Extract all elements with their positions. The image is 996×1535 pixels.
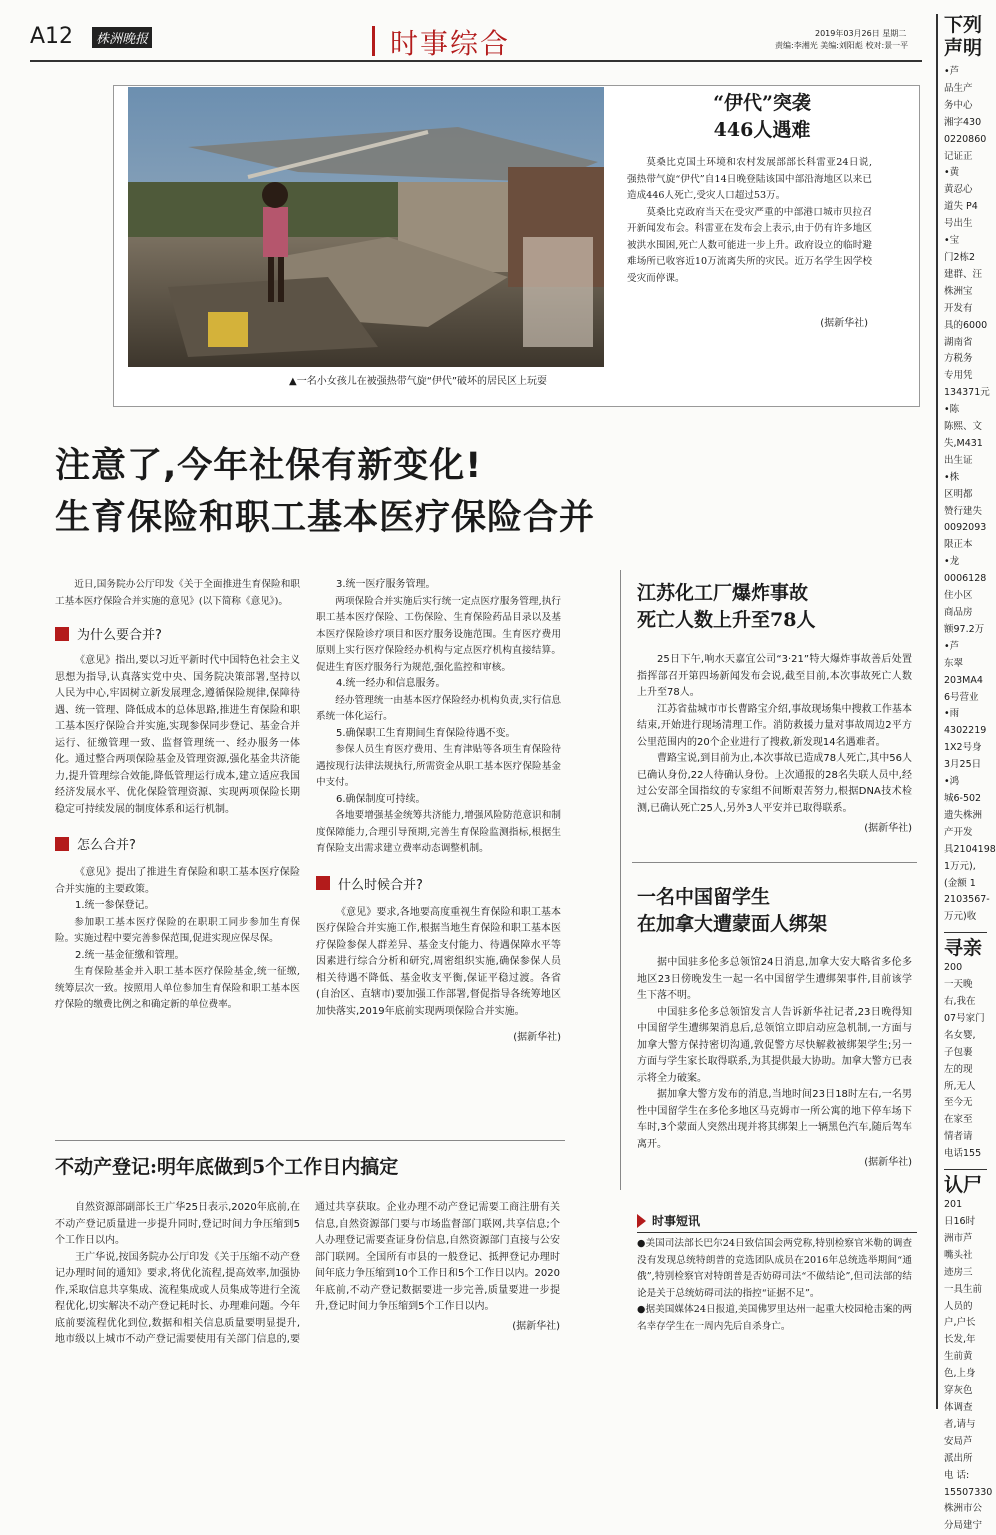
subhead-label: 怎么合并? [77, 838, 136, 853]
notice-line: 株洲宝 [944, 285, 973, 297]
search-relative-heading: 寻亲 [944, 932, 987, 960]
idai-paragraph: 莫桑比克国土环境和农村发展部部长科雷亚24日说,强热带气旋“伊代”自14日晚登陆该国中部沿海地区以来已造成446人死亡,受灾人口超过53万。 [627, 157, 872, 201]
notice-line: 湘字430 [944, 116, 982, 128]
notice-line: 门2栋2 [944, 251, 976, 263]
notice-line: 电 话: [944, 1469, 970, 1481]
notice-heading-line: 声明 [944, 37, 983, 59]
idai-body [627, 155, 872, 287]
headline-line1: 注意了,今年社保有新变化! [55, 446, 483, 486]
brief-item: ●据美国媒体24日报道,美国佛罗里达州一起重大校园枪击案的两名幸存学生在一周内先后自杀身亡。 [637, 1304, 912, 1332]
notice-line: 所,无人 [944, 1080, 976, 1092]
notice-line: 0092093 [944, 522, 987, 534]
notice-line: 湖南省 [944, 336, 973, 348]
notice-line: 长发,年 [944, 1334, 976, 1346]
canada-title-line1: 一名中国留学生 [637, 886, 771, 908]
notice-line: 1X2号身 [944, 742, 982, 754]
notice-line: 遗失株洲 [944, 809, 983, 821]
notice-line: 出生证 [944, 454, 973, 466]
page-number: A12 [30, 24, 74, 49]
issue-date: 2019年03月26日 星期二 [815, 29, 907, 38]
how-intro: 《意见》提出了推进生育保险和职工基本医疗保险合并实施的主要政策。 [55, 867, 300, 895]
column-divider [620, 570, 621, 1190]
brief-item: ●美国司法部长巴尔24日致信国会两党称,特别检察官米勒的调查没有发现总统特朗普的竞选团队成员在2016年总统选举期间“通俄”,特别检察官对特朗普是否妨碍司法“不做结论”,但司法部的结论是关于总统妨碍司法的指控“证据不足”。 [637, 1238, 912, 1299]
jiangsu-paragraph: 曹路宝说,到目前为止,本次事故已造成78人死亡,其中56人已确认身份,22人待确认身份。上次通报的28名失联人员中,经过公安部全国指纹的专家组不间断艰苦努力,根据DNA技术检测,已确认死亡25人,另外3人平安并已取得联系。 [637, 753, 912, 814]
intro-paragraph: 近日,国务院办公厅印发《关于全面推进生育保险和职工基本医疗保险合并实施的意见》(以下简称《意见》)。 [55, 579, 300, 607]
headline-line2: 生育保险和职工基本医疗保险合并 [55, 498, 596, 538]
notice-line: 一天晚 [944, 979, 973, 991]
notice-line: 一具生前 [944, 1283, 983, 1295]
notice-line: •宝 [944, 235, 960, 247]
item-title: 1.统一参保登记。 [75, 900, 155, 911]
notice-line: 洲市芦 [944, 1232, 973, 1244]
social-security-col2 [316, 577, 561, 1043]
notice-line: •黄 [944, 167, 960, 179]
notice-line: 15507330 [944, 1486, 993, 1498]
notice-line: 子包裹 [944, 1046, 973, 1058]
property-paragraph: 自然资源部副部长王广华25日表示,2020年底前,在不动产登记质量进一步提升同时,登记时间力争压缩到5个工作日以内。 [55, 1202, 300, 1246]
item-text: 参保人员生育医疗费用、生育津贴等各项生育保险待遇按现行法律法规执行,所需资金从职工基本医疗保险基金中支付。 [316, 744, 561, 788]
jiangsu-title-line1: 江苏化工厂爆炸事故 [637, 582, 809, 604]
notice-line: 人员的 [944, 1300, 973, 1312]
destroyed-house-illustration [128, 87, 604, 367]
notice-line: 3月25日 [944, 759, 982, 771]
notice-line: 区明都 [944, 488, 973, 500]
notice-line: 产开发 [944, 826, 973, 838]
subhead-marker-icon [55, 837, 69, 851]
notice-heading-line: 下列 [944, 14, 983, 36]
section-divider [372, 26, 375, 56]
jiangsu-body [637, 652, 912, 838]
notice-line: 品生产 [944, 82, 973, 94]
masthead [30, 22, 920, 62]
notice-line: •龙 [944, 556, 960, 568]
item-text: 生育保险基金并入职工基本医疗保险基金,统一征缴,统筹层次一致。按照用人单位参加生育保险和职工基本医疗保险的缴费比例之和确定新的单位费率。 [55, 966, 300, 1010]
item-title: 6.确保制度可持续。 [336, 793, 426, 805]
notice-line: 黄忍心 [944, 184, 973, 196]
jiangsu-credit: (据新华社) [864, 823, 912, 834]
story-separator [632, 862, 917, 863]
notice-line: 至今无 [944, 1097, 973, 1109]
header-rule [30, 60, 922, 62]
subhead-label: 什么时候合并? [338, 877, 423, 893]
idai-paragraph: 莫桑比克政府当天在受灾严重的中部港口城市贝拉召开新闻发布会。科雷亚在发布会上表示,由于仍有许多地区被洪水围困,死亡人数可能进一步上升。政府设立的临时避难场所已收容近10万流离失所的灾民。近万名学生因学校受灾而停课。 [627, 206, 872, 284]
notice-line: 株洲市公 [944, 1503, 983, 1515]
item-title: 5.确保职工生育期间生育保险待遇不变。 [336, 727, 516, 739]
idai-headline [632, 90, 892, 144]
canada-title-line2: 在加拿大遭蒙面人绑架 [637, 913, 828, 935]
notice-line: 具2104198 [944, 843, 996, 855]
canada-headline [637, 884, 917, 938]
item-text: 参加职工基本医疗保险的在职职工同步参加生育保险。实施过程中要完善参保范围,促进实现应保尽保。 [55, 916, 300, 944]
notice-line: 4302219 [944, 725, 987, 737]
notice-line: 右,我在 [944, 996, 976, 1008]
notice-line: 道失 P4 [944, 201, 978, 213]
notice-line: 生前黄 [944, 1351, 973, 1363]
identify-body-heading: 认尸 [944, 1169, 987, 1197]
notice-line: 200 [944, 962, 963, 974]
notice-line: 201 [944, 1199, 963, 1211]
brief-title: 时事短讯 [652, 1214, 701, 1228]
brief-body [637, 1236, 912, 1335]
notice-line: •鸿 [944, 776, 960, 788]
news-photo [128, 87, 604, 367]
notice-line: 失,M431 [944, 437, 983, 449]
canada-paragraph: 据加拿大警方发布的消息,当地时间23日18时左右,一名男性中国留学生在多伦多地区马克姆市一所公寓的地下停车场下车时,3个蒙面人突然出现并将其绑架上一辆黑色汽车,随后驾车离开。 [637, 1089, 912, 1150]
notice-line: 派出所 [944, 1452, 973, 1464]
notice-line: •芦 [944, 66, 960, 77]
canada-credit: (据新华社) [864, 1157, 912, 1168]
notice-line: 分局建宁 [944, 1520, 983, 1532]
property-top-rule [55, 1140, 565, 1141]
idai-title-line2: 446人遇难 [713, 119, 811, 141]
social-security-col1 [55, 577, 300, 1014]
subhead-when [316, 874, 561, 893]
when-paragraph: 《意见》要求,各地要高度重视生育保险和职工基本医疗保险合并实施工作,根据当地生育保险和职工基本医疗保险参保人群差异、基金支付能力、待遇保障水平等因素进行综合分析和研究,周密组织实施,确保参保人员相关待遇不降低、基金收支平衡,保证平稳过渡。各省(自治区、直辖市)要加强工作部署,督促指导各统筹地区加快落实,2019年底前实现两项保险合并实施。 [316, 906, 561, 1017]
brief-marker-icon [637, 1214, 646, 1228]
notice-line: 电话155 [944, 1148, 982, 1160]
property-body [55, 1200, 560, 1370]
notice-line: 城6-502 [944, 792, 982, 804]
editor-credits: 责编:李湘光 美编:刘阳彪 校对:景一平 [775, 41, 909, 50]
notice-line: 陈熙、文 [944, 421, 983, 433]
notice-line: 住小区 [944, 590, 973, 602]
item-text: 两项保险合并实施后实行统一定点医疗服务管理,执行职工基本医疗保险、工伤保险、生育保险药品目录以及基本医疗保险诊疗项目和医疗服务设施范围。生育医疗费用原则上实行医疗保险经办机构与定点医疗机构直接结算。促进生育医疗服务行为规范,强化监控和审核。 [316, 595, 561, 673]
notice-line: 嘴头社 [944, 1249, 973, 1261]
subhead-why [55, 624, 300, 643]
property-paragraph: 王广华说,按国务院办公厅印发《关于压缩不动产登记办理时间的通知》要求,将优化流程,提高效率,加强协作,采取信息共享集成、流程集成或人员集成等进行全流程优化,切实解决不动产登记耗时长、办理难问题。今年底前要流程优化到位,数据和相关信息质量要明显提升,地市级以上城市不动产登记需要使用有关部门信息的,要通过共享获取。企业办理不动产登记需要工商注册有关信息,自然资源部门要与市场监督部门联网,共享信息;个人办理登记需要查证身份信息,自然资源部门直接与公安部门联网。全国所有市县的一般登记、抵押登记办理时间年底力争压缩到10个工作日和5个工作日以内。2020年底前,不动产登记数据要进一步完善,质量要进一步提升,登记时间力争压缩到5个工作日以内。 [55, 1202, 560, 1345]
notice-line: 额97.2万 [944, 623, 985, 635]
item-title: 4.统一经办和信息服务。 [336, 678, 446, 689]
notice-line: (金额 1 [944, 877, 976, 889]
social-security-credit: (据新华社) [513, 1032, 561, 1043]
notice-line: •株 [944, 471, 960, 483]
item-text: 经办管理统一由基本医疗保险经办机构负责,实行信息系统一体化运行。 [316, 694, 561, 722]
notice-line: 限正本 [944, 539, 973, 551]
notice-line: 号出生 [944, 218, 973, 230]
notice-line: 专用凭 [944, 370, 973, 382]
notice-line: 名女婴, [944, 1029, 976, 1041]
canada-paragraph: 据中国驻多伦多总领馆24日消息,加拿大安大略省多伦多地区23日傍晚发生一起一名中国留学生遭绑架事件,目前该学生下落不明。 [637, 957, 912, 1001]
subhead-how [55, 834, 300, 853]
notice-line: 07号家门 [944, 1012, 985, 1024]
notice-list [944, 960, 987, 1163]
section-title: 时事综合 [390, 27, 511, 60]
notice-line: 体调查 [944, 1401, 973, 1413]
property-headline: 不动产登记:明年底做到5个工作日内搞定 [55, 1156, 399, 1178]
notice-line: 商品房 [944, 607, 973, 618]
notice-list [944, 1197, 993, 1535]
why-paragraph: 《意见》指出,要以习近平新时代中国特色社会主义思想为指导,认真落实党中央、国务院决策部署,坚持以人民为中心,牢固树立新发展理念,遵循保险规律,保障待遇、统一管理、降低成本的总体思路,推进生育保险和职工基本医疗保险合并实施,实现参保同步登记、基金合并运行、征缴管理一致、监督管理统一、经办服务一体化。通过整合两项保险基金及管理资源,强化基金共济能力,提升管理综合效能,降低管理运行成本,建立适应我国经济发展水平、优化保险管理资源、实现两项保险长期稳定可持续发展的制度体系和运行机制。 [55, 655, 300, 815]
canada-body [637, 955, 912, 1172]
notice-line: 务中心 [944, 99, 973, 111]
jiangsu-title-line2: 死亡人数上升至78人 [637, 609, 816, 631]
notice-line: 1万元), [944, 860, 976, 872]
jiangsu-headline [637, 580, 917, 634]
notice-line: 具的6000 [944, 319, 988, 331]
notice-line: 0220860 [944, 133, 987, 145]
notice-heading [944, 14, 987, 60]
notice-line: 东翠 [944, 657, 964, 669]
notice-line: 记证正 [944, 150, 973, 162]
notice-line: 安局芦 [944, 1435, 973, 1447]
notice-line: 情者请 [944, 1131, 973, 1143]
notice-column [936, 14, 996, 1532]
property-credit: (据新华社) [512, 1320, 560, 1332]
notice-line: 万元)收 [944, 911, 977, 923]
notice-line: 迹房三 [944, 1266, 973, 1278]
notice-line: 穿灰色 [944, 1385, 973, 1397]
canada-paragraph: 中国驻多伦多总领馆发言人告诉新华社记者,23日晚得知中国留学生遭绑架消息后,总领馆立即启动应急机制,一方面与加拿大警方保持密切沟通,敦促警方尽快解救被绑架学生;另一方面与学生家长取得联系,为其提供最大协助。加拿大警方已表示将全力破案。 [637, 1006, 912, 1084]
subhead-label: 为什么要合并? [77, 628, 162, 643]
notice-line: 者,请与 [944, 1418, 976, 1430]
notice-line: •芦 [944, 640, 960, 652]
idai-title-line1: “伊代”突袭 [713, 92, 811, 114]
main-headline [55, 440, 815, 544]
notice-line: 户,户长 [944, 1317, 976, 1329]
notice-line: •雨 [944, 708, 960, 720]
idai-credit: (据新华社) [820, 318, 868, 329]
jiangsu-paragraph: 江苏省盐城市市长曹路宝介绍,事故现场集中搜救工作基本结束,开始进行现场清理工作。消防救援力量对事故周边2平方公里范围内的20个企业进行了搜救,新发现14名遇难者。 [637, 703, 912, 748]
notice-line: 方税务 [944, 353, 973, 365]
item-title: 3.统一医疗服务管理。 [336, 579, 436, 590]
notice-line: 0006128 [944, 573, 987, 585]
notice-line: •陈 [944, 404, 960, 416]
notice-line: 203MA4 [944, 674, 983, 686]
notice-line: 134371元 [944, 387, 990, 399]
item-title: 2.统一基金征缴和管理。 [75, 949, 185, 961]
notice-line: 6号营业 [944, 691, 979, 703]
notice-line: 2103567- [944, 894, 990, 906]
photo-caption: ▲一名小女孩儿在被强热带气旋“伊代”破坏的居民区上玩耍 [289, 376, 548, 387]
subhead-marker-icon [55, 627, 69, 641]
notice-line: 日16时 [944, 1216, 976, 1227]
subhead-marker-icon [316, 876, 330, 890]
notice-list [944, 64, 996, 926]
notice-line: 赞行建失 [944, 505, 983, 517]
notice-line: 在家至 [944, 1114, 973, 1126]
notice-line: 建群、汪 [944, 268, 983, 280]
item-text: 各地要增强基金统筹共济能力,增强风险防范意识和制度保障能力,合理引导预期,完善生育保险监测指标,根据生育保险支出需求建立费率动态调整机制。 [316, 810, 561, 854]
jiangsu-paragraph: 25日下午,响水天嘉宜公司“3·21”特大爆炸事故善后处置指挥部召开第四场新闻发布会说,截至目前,本次事故死亡人数上升至78人。 [637, 654, 912, 698]
notice-line: 色,上身 [944, 1368, 976, 1380]
brief-header [637, 1212, 917, 1233]
notice-line: 开发有 [944, 302, 973, 314]
paper-logo: 株洲晚报 [92, 27, 152, 48]
notice-line: 左的现 [944, 1063, 973, 1075]
